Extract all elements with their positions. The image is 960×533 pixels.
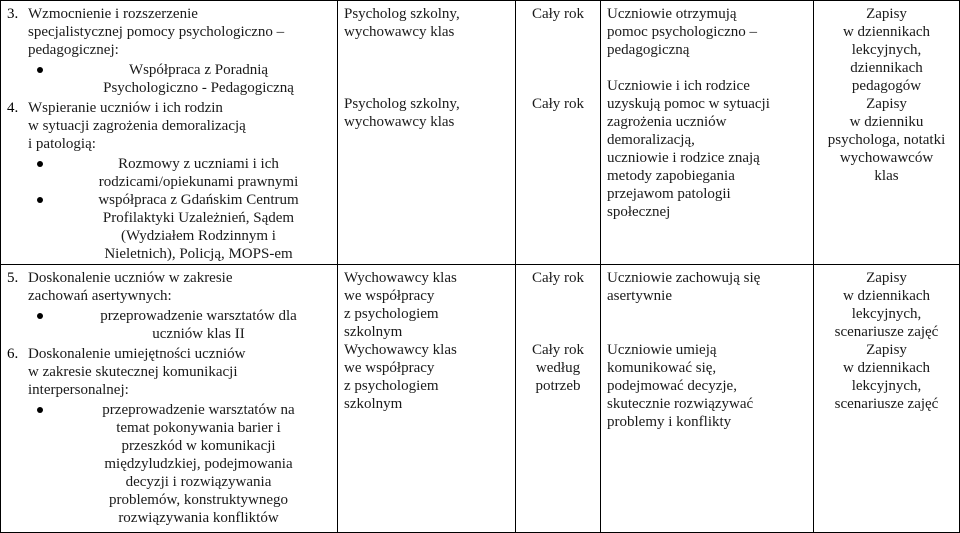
responsible-text: Wychowawcy klas we współpracy z psychologiem szkolnym bbox=[344, 270, 457, 340]
bullet-text: przeprowadzenie warsztatów dla uczniów klas II bbox=[100, 308, 297, 342]
task-item bbox=[7, 5, 331, 97]
bullet-text: Rozmowy z uczniami i ich rodzicami/opiekunami prawnymi bbox=[98, 156, 299, 190]
bullet-text: Współpraca z Poradnią Psychologiczno - Pedagogiczną bbox=[103, 62, 294, 96]
timing-text: Cały rok bbox=[531, 6, 585, 22]
bullet-list bbox=[28, 155, 331, 263]
bullet-text: współpraca z Gdańskim Centrum Profilaktyki Uzależnień, Sądem (Wydziałem Rodzinnym i Nieletnich), Policją, MOPS-em bbox=[98, 192, 299, 262]
evidence-text: Zapisy w dziennikach lekcyjnych, scenariusze zajęć bbox=[834, 342, 939, 412]
responsible-text: Psycholog szkolny, wychowawcy klas bbox=[344, 6, 460, 40]
timing-text: Cały rok bbox=[531, 270, 585, 286]
evidence-cell bbox=[814, 1, 960, 265]
bullet-icon bbox=[28, 61, 66, 97]
task-item bbox=[7, 99, 331, 263]
evidence-cell bbox=[814, 265, 960, 533]
results-text: Uczniowie i ich rodzice uzyskują pomoc w sytuacji zagrożenia uczniów demoralizacją, uczniowie i rodzice znają metody zapobiegania przejawom patologii społecznej bbox=[607, 78, 770, 220]
list-item bbox=[28, 61, 331, 97]
task-item bbox=[7, 345, 331, 527]
task-title: Doskonalenie uczniów w zakresie zachowań asertywnych: bbox=[28, 270, 233, 304]
table-row bbox=[1, 1, 960, 265]
task-title: Wspieranie uczniów i ich rodzin w sytuacji zagrożenia demoralizacją i patologią: bbox=[28, 100, 246, 152]
bullet-list bbox=[28, 307, 331, 343]
evidence-text: Zapisy w dziennikach lekcyjnych, dziennikach pedagogów bbox=[842, 6, 931, 94]
timing-text: Cały rok bbox=[531, 96, 585, 112]
tasks-cell bbox=[1, 265, 338, 533]
bullet-list bbox=[28, 61, 331, 97]
task-number: 3. bbox=[7, 6, 19, 22]
bullet-icon bbox=[28, 307, 66, 343]
results-cell bbox=[601, 1, 814, 265]
task-title: Doskonalenie umiejętności uczniów w zakresie skutecznej komunikacji interpersonalnej: bbox=[28, 346, 246, 398]
list-item bbox=[28, 155, 331, 191]
list-item bbox=[28, 401, 331, 527]
responsible-cell bbox=[338, 1, 516, 265]
task-item bbox=[7, 269, 331, 343]
list-item bbox=[28, 191, 331, 263]
bullet-icon bbox=[28, 191, 66, 263]
task-number: 5. bbox=[7, 270, 19, 286]
task-title: Wzmocnienie i rozszerzenie specjalistycznej pomocy psychologiczno – pedagogicznej: bbox=[28, 6, 285, 58]
results-cell bbox=[601, 265, 814, 533]
task-number: 4. bbox=[7, 100, 19, 116]
bullet-icon bbox=[28, 155, 66, 191]
tasks-cell bbox=[1, 1, 338, 265]
timing-text: Cały rok według potrzeb bbox=[531, 342, 585, 394]
results-text: Uczniowie zachowują się asertywnie bbox=[607, 270, 761, 304]
task-number: 6. bbox=[7, 346, 19, 362]
table-row bbox=[1, 265, 960, 533]
timing-cell bbox=[516, 265, 601, 533]
responsible-text: Psycholog szkolny, wychowawcy klas bbox=[344, 96, 460, 130]
results-text: Uczniowie otrzymują pomoc psychologiczno – pedagogiczną bbox=[607, 6, 757, 58]
evidence-text: Zapisy w dzienniku psychologa, notatki wychowawców klas bbox=[827, 96, 946, 184]
bullet-list bbox=[28, 401, 331, 527]
list-item bbox=[28, 307, 331, 343]
responsible-cell bbox=[338, 265, 516, 533]
bullet-icon bbox=[28, 401, 66, 527]
evidence-text: Zapisy w dziennikach lekcyjnych, scenariusze zajęć bbox=[834, 270, 939, 340]
results-text: Uczniowie umieją komunikować się, podejmować decyzje, skutecznie rozwiązywać problemy i konflikty bbox=[607, 342, 754, 430]
responsible-text: Wychowawcy klas we współpracy z psychologiem szkolnym bbox=[344, 342, 457, 412]
timing-cell bbox=[516, 1, 601, 265]
bullet-text: przeprowadzenie warsztatów na temat pokonywania barier i przeszkód w komunikacji międzyludzkiej, podejmowania decyzji i rozwiązywania problemów, konstruktywnego rozwiązywania konfliktów bbox=[102, 402, 295, 526]
